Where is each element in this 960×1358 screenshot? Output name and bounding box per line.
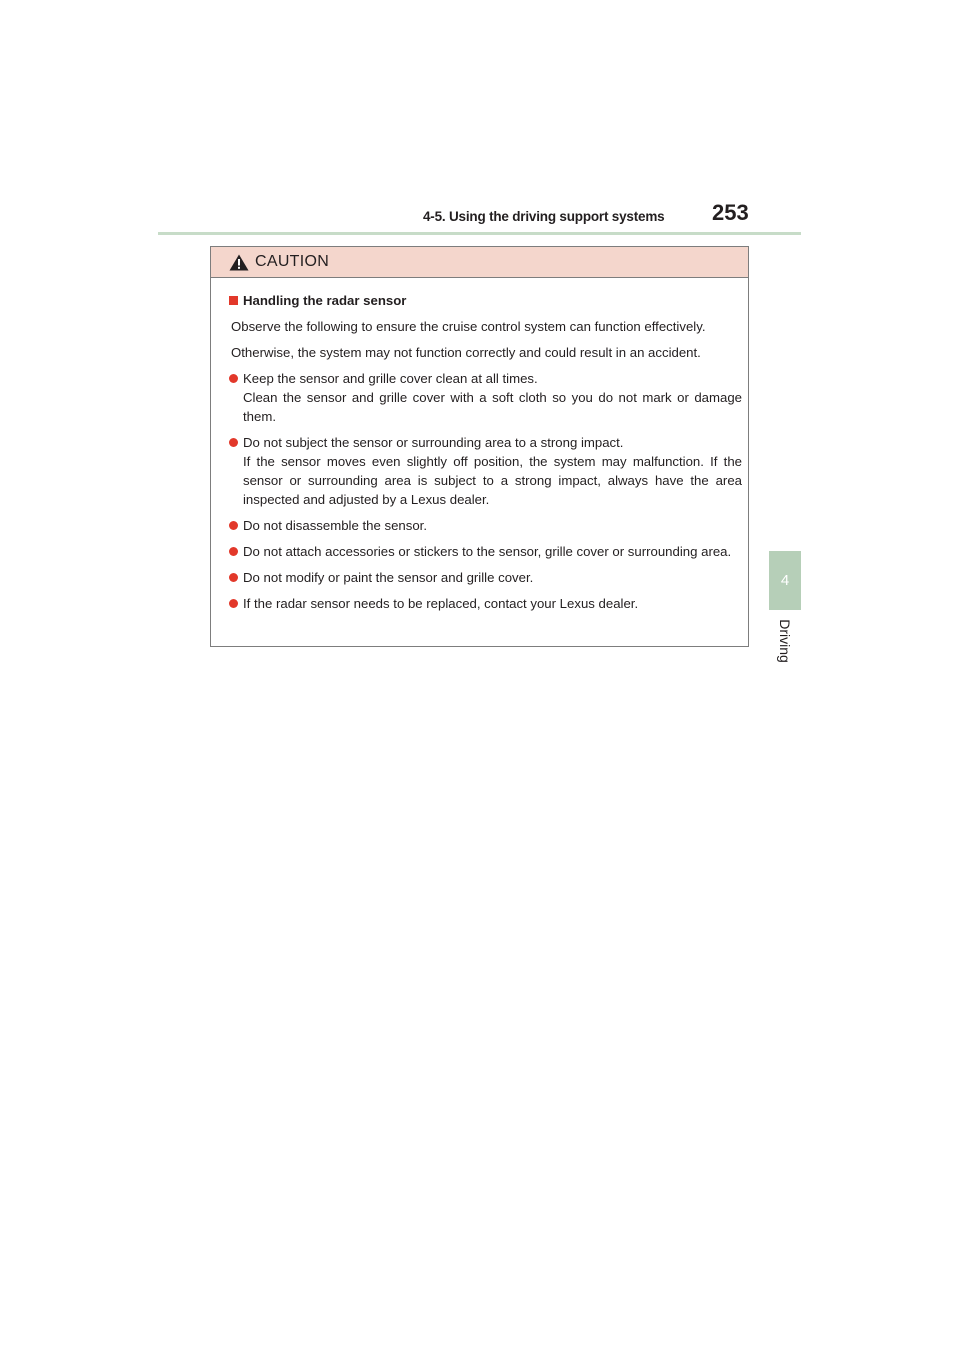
bullet-dot-icon xyxy=(229,547,238,556)
bullet-dot-icon xyxy=(229,374,238,383)
section-heading xyxy=(229,291,742,310)
chapter-tab[interactable] xyxy=(769,551,801,610)
chapter-label: Driving xyxy=(777,619,793,663)
list-item-detail: If the sensor moves even slightly off position, the system may malfunction. If the sensor or surrounding area is subject to a strong impact, always have the area inspected and adjusted by a Lexus dealer. xyxy=(243,454,742,507)
bullet-dot-icon xyxy=(229,599,238,608)
section-title: 4-5. Using the driving support systems xyxy=(423,209,665,224)
intro-paragraph: Otherwise, the system may not function correctly and could result in an accident. xyxy=(231,345,701,360)
bullet-dot-icon xyxy=(229,521,238,530)
intro-paragraph: Observe the following to ensure the cruise control system can function effectively. xyxy=(231,319,706,334)
square-bullet-icon xyxy=(229,296,238,305)
caution-box xyxy=(210,246,749,647)
list-item xyxy=(229,568,742,587)
list-item-label: Do not modify or paint the sensor and grille cover. xyxy=(243,570,534,585)
caution-body xyxy=(211,278,748,613)
chapter-number: 4 xyxy=(780,572,790,589)
bullet-dot-icon xyxy=(229,438,238,447)
list-item-label: Do not disassemble the sensor. xyxy=(243,518,427,533)
list-item-label: Do not subject the sensor or surrounding area to a strong impact. xyxy=(243,435,624,450)
caution-header xyxy=(211,247,748,278)
list-item xyxy=(229,594,742,613)
list-item-label: Keep the sensor and grille cover clean at all times. xyxy=(243,371,538,386)
list-item xyxy=(229,542,742,561)
list-item xyxy=(229,433,742,509)
header-divider xyxy=(158,232,801,235)
list-item-text xyxy=(243,369,742,426)
warning-triangle-icon xyxy=(229,254,249,271)
list-item xyxy=(229,516,742,535)
page-number: 253 xyxy=(712,200,749,225)
caution-title: CAUTION xyxy=(255,253,330,270)
list-item xyxy=(229,369,742,426)
list-item-label: Do not attach accessories or stickers to the sensor, grille cover or surrounding area. xyxy=(243,544,732,559)
list-item-text xyxy=(243,433,742,509)
bullet-dot-icon xyxy=(229,573,238,582)
heading-text: Handling the radar sensor xyxy=(243,293,407,308)
list-item-detail: Clean the sensor and grille cover with a soft cloth so you do not mark or damage them. xyxy=(243,390,742,424)
list-item-label: If the radar sensor needs to be replaced, contact your Lexus dealer. xyxy=(243,596,639,611)
